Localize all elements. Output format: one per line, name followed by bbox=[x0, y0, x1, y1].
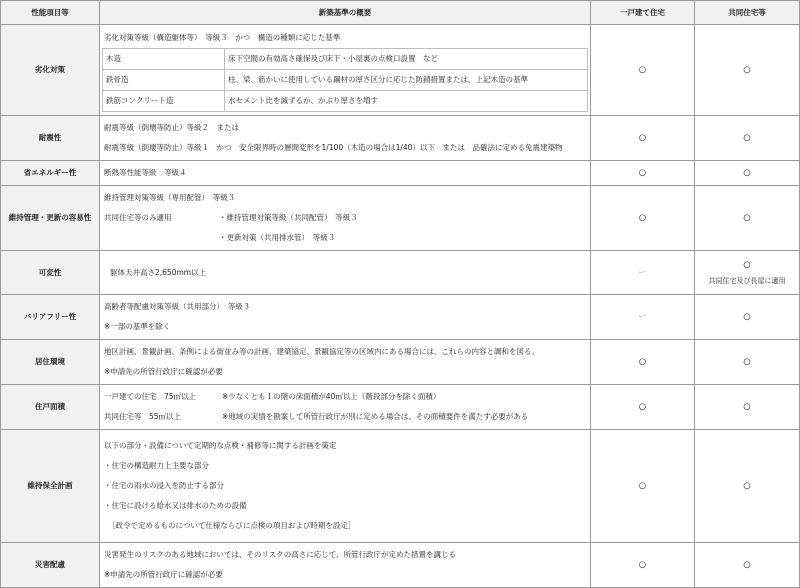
row-desc bbox=[100, 25, 591, 116]
detached-dash bbox=[591, 295, 695, 340]
row-desc bbox=[100, 295, 591, 340]
table-row bbox=[1, 25, 800, 116]
row-desc bbox=[100, 161, 591, 186]
sub-value: 床下空間の有効高さ確保及び床下・小屋裏の点検口設置 など bbox=[225, 49, 588, 70]
collective-mark: ○ bbox=[743, 259, 751, 270]
desc-line: 地区計画、景観計画、条例による街並み等の計画、建築協定、景観協定等の区域内にある場合には、これらの内容と調和を図る。 bbox=[104, 347, 539, 356]
desc-line: 躯体天井高さ2,650mm以上 bbox=[110, 267, 207, 277]
area-collective-note: ※地域の実情を勘案して所管行政庁が別に定める場合は、その面積要件を満たす必要がある bbox=[222, 412, 529, 421]
sub-key: 鉄骨造 bbox=[103, 70, 225, 91]
table-row bbox=[1, 251, 800, 295]
sub-value: 柱、梁、筋かいに使用している鋼材の厚さ区分に応じた防錆措置または、上記木造の基準 bbox=[225, 70, 588, 91]
header-detached: 一戸建て住宅 bbox=[591, 1, 695, 25]
row-desc bbox=[100, 430, 591, 543]
row-label: 維持保全計画 bbox=[1, 430, 100, 543]
table-row bbox=[1, 186, 800, 251]
collective-mark: ○ bbox=[695, 25, 800, 116]
dash-mark: ー bbox=[638, 267, 647, 278]
table-row bbox=[1, 340, 800, 385]
row-label: 耐震性 bbox=[1, 116, 100, 161]
collective-mark: ○ bbox=[695, 186, 800, 251]
desc-line bbox=[102, 387, 588, 407]
collective-mark: ○ bbox=[695, 543, 800, 588]
sub-key: 鉄筋コンクリート造 bbox=[103, 91, 225, 112]
detached-mark: ○ bbox=[591, 161, 695, 186]
table-row bbox=[1, 430, 800, 543]
dash-mark: ー bbox=[638, 312, 647, 322]
desc-line: 災害発生のリスクのある地域においては、そのリスクの高さに応じて、所管行政庁が定めた措置を講じる bbox=[104, 550, 457, 559]
desc-line: 劣化対策等級（構造躯体等） 等級３ かつ 構造の種類に応じた基準 bbox=[104, 33, 341, 42]
table-row bbox=[1, 543, 800, 588]
desc-line: 以下の部分・設備について定期的な点検・補修等に関する計画を策定 bbox=[104, 441, 337, 450]
desc-line: ※申請先の所管行政庁に確認が必要 bbox=[104, 570, 223, 579]
desc-line: 耐震等級（倒壊等防止）等級１ かつ 安全限界時の層間変形を1/100（木造の場合は1/40）以下 または 品確法に定める免震建築物 bbox=[104, 143, 563, 152]
desc-line: 高齢者等配慮対策等級（共用部分） 等級３ bbox=[104, 302, 251, 311]
desc-line: ※申請先の所管行政庁に確認が必要 bbox=[104, 367, 223, 376]
collective-mark: ○ bbox=[695, 295, 800, 340]
desc-line: ・住宅に設ける給水又は排水のための設備 bbox=[104, 501, 247, 510]
desc-line bbox=[102, 407, 588, 427]
desc-detail: ・更新対策（共用排水管） 等級３ bbox=[219, 233, 336, 242]
header-item: 性能項目等 bbox=[1, 1, 100, 25]
row-desc bbox=[100, 186, 591, 251]
sub-value: 水セメント比を減ずるか、かぶり厚さを増す bbox=[225, 91, 588, 112]
header-row bbox=[1, 1, 800, 25]
sub-key: 木造 bbox=[103, 49, 225, 70]
collective-mark: ○ bbox=[695, 116, 800, 161]
table-row bbox=[1, 161, 800, 186]
desc-scope: 共同住宅等のみ適用 bbox=[104, 213, 172, 222]
desc-detail: ・維持管理対策等級（共同配管） 等級３ bbox=[219, 213, 358, 222]
row-label: 維持管理・更新の容易性 bbox=[1, 186, 100, 251]
desc-line: ・住宅の構造耐力上主要な部分 bbox=[104, 461, 209, 470]
row-label: 住戸面積 bbox=[1, 385, 100, 430]
row-label: 可変性 bbox=[1, 251, 100, 295]
area-detached-note: ※少なくとも１の階の床面積が40㎡以上（階段部分を除く面積） bbox=[222, 392, 441, 401]
desc-line: 維持管理対策等級（専用配管） 等級３ bbox=[104, 193, 236, 202]
desc-line: ［政令で定めるものについて仕様ならびに点検の項目および時期を設定］ bbox=[108, 521, 356, 530]
desc-line: ・住宅の雨水の浸入を防止する部分 bbox=[104, 481, 224, 490]
row-desc bbox=[100, 543, 591, 588]
table-row bbox=[1, 116, 800, 161]
row-desc bbox=[100, 385, 591, 430]
collective-mark: ○ bbox=[695, 385, 800, 430]
detached-dash bbox=[591, 251, 695, 295]
header-overview: 新築基準の概要 bbox=[100, 1, 591, 25]
row-label: 省エネルギー性 bbox=[1, 161, 100, 186]
detached-mark: ○ bbox=[591, 25, 695, 116]
row-desc bbox=[100, 116, 591, 161]
detached-mark: ○ bbox=[591, 430, 695, 543]
header-collective: 共同住宅等 bbox=[695, 1, 800, 25]
area-collective: 共同住宅等 55㎡以上 bbox=[104, 412, 182, 421]
detached-mark: ○ bbox=[591, 186, 695, 251]
detached-mark: ○ bbox=[591, 543, 695, 588]
collective-mark-cell bbox=[695, 251, 800, 295]
row-label: 劣化対策 bbox=[1, 25, 100, 116]
area-detached: 一戸建ての住宅 75㎡以上 bbox=[104, 392, 197, 401]
table-row bbox=[1, 295, 800, 340]
row-label: 居住環境 bbox=[1, 340, 100, 385]
collective-mark: ○ bbox=[695, 430, 800, 543]
collective-mark: ○ bbox=[695, 161, 800, 186]
row-label: バリアフリー性 bbox=[1, 295, 100, 340]
desc-line: 耐震等級（倒壊等防止）等級２ または bbox=[104, 123, 239, 132]
collective-note: 共同住宅及び長屋に適用 bbox=[708, 276, 786, 285]
row-desc bbox=[100, 251, 591, 295]
table-row bbox=[1, 385, 800, 430]
detached-mark: ○ bbox=[591, 385, 695, 430]
detached-mark: ○ bbox=[591, 340, 695, 385]
row-desc bbox=[100, 340, 591, 385]
desc-line bbox=[102, 208, 588, 228]
desc-line: ※一部の基準を除く bbox=[104, 322, 171, 331]
structure-subtable bbox=[102, 48, 588, 112]
detached-mark: ○ bbox=[591, 116, 695, 161]
collective-mark: ○ bbox=[695, 340, 800, 385]
row-label: 災害配慮 bbox=[1, 543, 100, 588]
desc-line bbox=[102, 228, 588, 248]
desc-line: 断熱等性能等級 等級４ bbox=[104, 168, 187, 177]
